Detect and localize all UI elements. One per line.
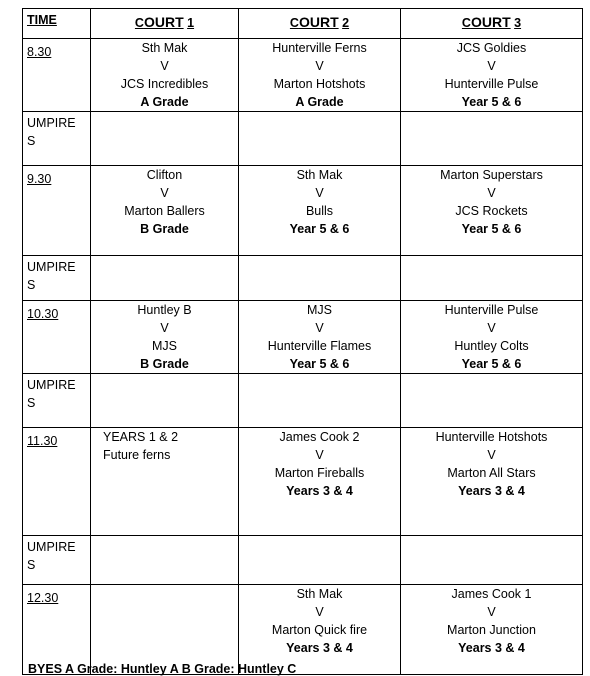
header-row <box>23 9 583 39</box>
versus-label: V <box>487 59 496 73</box>
versus-label: V <box>315 321 324 335</box>
court-2-game <box>239 301 401 374</box>
court-3-header: COURT 3 <box>401 9 583 39</box>
umpire-court-1-cell <box>91 374 239 428</box>
time-slot-row <box>23 301 583 374</box>
team-name: JCS Rockets <box>455 204 528 218</box>
court-2-header: COURT 2 <box>239 9 401 39</box>
umpires-label <box>23 256 91 301</box>
umpires-row <box>23 256 583 301</box>
umpire-court-3-cell <box>401 112 583 166</box>
team-name: Hunterville Pulse <box>444 77 539 91</box>
team-name: Huntley B <box>137 303 192 317</box>
team-name: James Cook 2 <box>279 430 360 444</box>
court-1-game <box>91 166 239 256</box>
grade-label: Years 3 & 4 <box>286 641 353 655</box>
umpires-label-part: UMPIRE <box>27 540 76 554</box>
umpires-label-part: S <box>27 278 36 292</box>
versus-label: V <box>315 605 324 619</box>
versus-label: V <box>487 321 496 335</box>
team-name: YEARS 1 & 2 <box>103 430 179 444</box>
grade-label: Year 5 & 6 <box>289 357 350 371</box>
grade-label: Years 3 & 4 <box>458 641 525 655</box>
court-3-game <box>401 428 583 536</box>
umpires-label <box>23 112 91 166</box>
versus-label: V <box>315 448 324 462</box>
grade-label: Year 5 & 6 <box>461 357 522 371</box>
team-name: Sth Mak <box>296 587 343 601</box>
court-2-game <box>239 428 401 536</box>
court-1-game <box>91 585 239 675</box>
umpire-court-2-cell <box>239 256 401 301</box>
court-2-game <box>239 585 401 675</box>
time-cell: 10.30 <box>23 301 91 374</box>
court-3-game <box>401 39 583 112</box>
team-name: Marton Quick fire <box>271 623 368 637</box>
umpires-label-part: UMPIRE <box>27 116 76 130</box>
versus-label: V <box>315 59 324 73</box>
byes-footer: BYES A Grade: Huntley A B Grade: Huntley C <box>28 662 297 676</box>
umpire-court-3-cell <box>401 374 583 428</box>
umpires-label-part: UMPIRE <box>27 260 76 274</box>
court-3-game <box>401 585 583 675</box>
team-name: Clifton <box>146 168 183 182</box>
umpires-row <box>23 536 583 585</box>
team-name: MJS <box>152 339 177 353</box>
team-name: Hunterville Hotshots <box>435 430 548 444</box>
time-cell: 11.30 <box>23 428 91 536</box>
umpires-row <box>23 112 583 166</box>
umpire-court-3-cell <box>401 536 583 585</box>
time-cell: 12.30 <box>23 585 91 675</box>
umpire-court-1-cell <box>91 112 239 166</box>
grade-label: Year 5 & 6 <box>289 222 350 236</box>
grade-label: A Grade <box>295 95 344 109</box>
team-name: Hunterville Pulse <box>444 303 539 317</box>
time-slot-row <box>23 428 583 536</box>
team-name: Marton Superstars <box>440 168 543 182</box>
versus-label: V <box>487 605 496 619</box>
team-name: JCS Goldies <box>456 41 527 55</box>
versus-label: V <box>487 186 496 200</box>
umpire-court-2-cell <box>239 536 401 585</box>
umpires-row <box>23 374 583 428</box>
court-3-game <box>401 166 583 256</box>
team-name: Marton Junction <box>447 623 536 637</box>
umpires-label <box>23 374 91 428</box>
court-1-game <box>91 301 239 374</box>
grade-label: Year 5 & 6 <box>461 222 522 236</box>
time-cell: 9.30 <box>23 166 91 256</box>
schedule-table <box>22 8 583 675</box>
versus-label: V <box>160 186 169 200</box>
grade-label: Year 5 & 6 <box>461 95 522 109</box>
versus-label: V <box>315 186 324 200</box>
time-slot-row <box>23 39 583 112</box>
court-1-header: COURT 1 <box>91 9 239 39</box>
team-name: James Cook 1 <box>451 587 532 601</box>
umpire-court-3-cell <box>401 256 583 301</box>
court-3-game <box>401 301 583 374</box>
team-name: Huntley Colts <box>454 339 529 353</box>
umpire-court-2-cell <box>239 112 401 166</box>
time-slot-row <box>23 166 583 256</box>
grade-label: B Grade <box>140 222 189 236</box>
umpires-label-part: UMPIRE <box>27 378 76 392</box>
court-2-game <box>239 39 401 112</box>
umpires-label-part: S <box>27 134 36 148</box>
umpire-court-2-cell <box>239 374 401 428</box>
time-cell: 8.30 <box>23 39 91 112</box>
team-name: Hunterville Ferns <box>272 41 367 55</box>
team-name: Marton Fireballs <box>274 466 365 480</box>
team-name: Future ferns <box>103 448 171 462</box>
versus-label: V <box>160 59 169 73</box>
team-name: Marton Ballers <box>124 204 205 218</box>
umpire-court-1-cell <box>91 536 239 585</box>
umpire-court-1-cell <box>91 256 239 301</box>
team-name: Sth Mak <box>141 41 188 55</box>
umpires-label <box>23 536 91 585</box>
court-1-game <box>91 428 239 536</box>
team-name: Hunterville Flames <box>267 339 372 353</box>
umpires-label-part: S <box>27 558 36 572</box>
grade-label: Years 3 & 4 <box>458 484 525 498</box>
versus-label: V <box>487 448 496 462</box>
time-slot-row <box>23 585 583 675</box>
versus-label: V <box>160 321 169 335</box>
team-name: MJS <box>307 303 332 317</box>
team-name: Sth Mak <box>296 168 343 182</box>
court-1-game <box>91 39 239 112</box>
time-header: TIME <box>23 9 91 39</box>
grade-label: Years 3 & 4 <box>286 484 353 498</box>
grade-label: B Grade <box>140 357 189 371</box>
team-name: Bulls <box>305 204 334 218</box>
court-2-game <box>239 166 401 256</box>
team-name: Marton All Stars <box>447 466 536 480</box>
umpires-label-part: S <box>27 396 36 410</box>
team-name: Marton Hotshots <box>273 77 366 91</box>
grade-label: A Grade <box>140 95 189 109</box>
team-name: JCS Incredibles <box>120 77 209 91</box>
